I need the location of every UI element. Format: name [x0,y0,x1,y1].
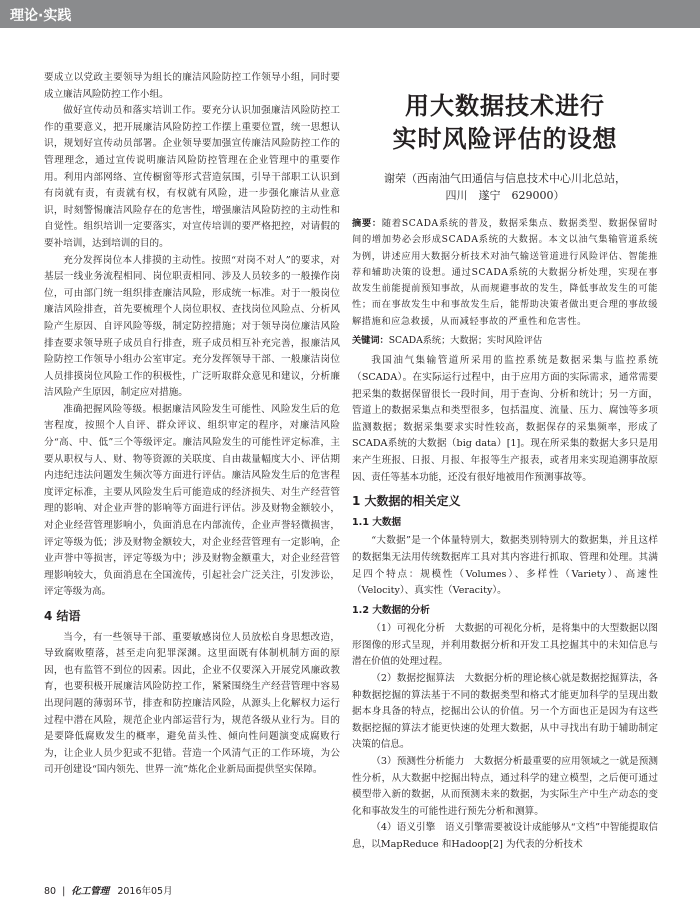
keywords [352,333,658,349]
subsection-heading: 1.1 大数据 [352,516,402,528]
author-affiliation [352,170,658,204]
abstract-text: 随着SCADA系统的普及，数据采集点、数据类型、数据保留时间的增加势必会形成SCADA系统的大数据。本文以油气集输管道系统为例，讲述应用大数据分析技术对油气输送管道进行风险评估、智能推荐和辅助决策的设想。通过SCADA系统的大数据分析处理，实现在事故发生前能提前预知事故，从而规避事故的发生，降低事故发生的可能性；而在事故发生中和事故发生后，能帮助决策者做出更合理的事故缓解措施和应急救援，从而减轻事故的严重性和危害性。 [352,218,658,327]
abstract [352,216,658,330]
paragraph: 充分发挥岗位本人排摸的主动性。按照“对岗不对人”的要求，对基层一线业务流程相同、岗位职责相同、涉及人员较多的一般操作岗位，可由部门统一组织排查廉洁风险，形成统一标准。对于一般岗位廉洁风险排查，首先要梳理个人岗位职权、查找岗位风险点、分析风险产生原因、自评风险等级，制定防控措施；对于领导岗位廉洁风险排查要求领导班子成员自行排查，班子成员相互补充完善，报廉洁风险防控工作领导小组办公室审定。充分发挥领导干部、一般廉洁岗位人员排摸岗位风险工作的积极性，广泛听取群众意见和建议，分析廉洁风险产生原因，制定应对措施。 [44,254,340,399]
paragraph: 准确把握风险等级。根据廉洁风险发生可能性、风险发生后的危害程度，按照个人自评、群众评议、组织审定的程序，对廉洁风险分“高、中、低”三个等级评定。廉洁风险发生的可能性评定标准，主要从职权与人、财、物等资源的关联度、自由裁量幅度大小、评估期内违纪违法问题发生频次等方面进行评估。廉洁风险发生后的危害程度评定标准，主要从风险发生后可能造成的经济损失、对生产经营管理的影响、对企业声誉的影响等方面进行评估。涉及财物金额较小，对企业经营管理影响小，负面消息在内部流传，企业声誉轻微损害，评定等级为低；涉及财物金额较大，对企业经营管理有一定影响，企业声誉中等损害，评定等级为中；涉及财物金额重大，对企业经营管理影响较大，负面消息在全国流传，引起社会广泛关注，引发涉讼，评定等级为高。 [44,403,340,598]
paragraph: （2）数据挖掘算法 大数据分析的理论核心就是数据挖掘算法，各种数据挖掘的算法基于不同的数据类型和格式才能更加科学的呈现出数据本身具备的特点，挖掘出公认的价值。另一个方面也正是因为有这些数据挖掘的算法才能更快速的处理大数据，从中寻找出有助于辅助制定决策的信息。 [352,673,658,751]
paragraph: “大数据”是一个体量特别大，数据类别特别大的数据集，并且这样的数据集无法用传统数据库工具对其内容进行抓取、管理和处理。其满足四个特点：规模性（Volumes）、多样性（Variety）、高速性（Velocity）、真实性（Veracity）。 [352,535,658,597]
keywords-text: SCADA系统；大数据；实时风险评估 [388,335,543,347]
right-column [352,70,658,870]
page-number: 80 [44,886,57,897]
issue-date: 2016年05月 [117,886,173,897]
paragraph: （3）预测性分析能力 大数据分析最重要的应用领域之一就是预测性分析，从大数据中挖掘出特点，通过科学的建立模型，之后便可通过模型带入新的数据，从而预测未来的数据，为实际生产中生产动态的变化和事故发生的可能性进行预先分析和测算。 [352,756,658,817]
paragraph: 做好宣传动员和落实培训工作。要充分认识加强廉洁风险防控工作的重要意义，把开展廉洁风险防控工作摆上重要位置，统一思想认识，规划好宣传动员部署。企业领导要加强宣传廉洁风险防控工作的管理理念，通过宣传说明廉洁风险防控管理在企业管理中的重要作用。利用内部网络、宣传橱窗等形式营造氛围，引导干部职工认识到有岗就有责，有责就有权，有权就有风险，进一步强化廉洁从业意识，时刻警惕廉洁风险存在的危害性，增强廉洁风险防控的主动性和自觉性。组织培训一定要落实，对宣传培训的要严格把控，对请假的要补培训，达到培训的目的。 [44,105,340,249]
author-line: 谢荣（西南油气田通信与信息技术中心川北总站， [384,172,626,185]
paragraph: 我国油气集输管道所采用的监控系统是数据采集与监控系统（SCADA）。在实际运行过程中，由于应用方面的实际需求，通常需要把采集的数据保留很长一段时间，用于查询、分析和统计；另一方面，管道上的数据采集点和类型很多，包括温度、流量、压力、腐蚀等多项监测数据；数据采集要求实时性较高，数据保存的采集频率，形成了SCADA系统的大数据（big data）[1]。现在所采集的数据大多只是用来产生班报、日报、月报、年报等生产报表，或者用来实现追溯事故原因、责任等基本功能，还没有很好地被用作预测事故等。 [352,355,658,483]
paragraph: 要成立以党政主要领导为组长的廉洁风险防控工作领导小组，同时要成立廉洁风险防控工作小组。 [44,72,340,100]
subsection-heading: 1.2 大数据的分析 [352,604,430,616]
section-label: 理论·实践 [10,8,72,24]
abstract-label: 摘要： [352,218,382,229]
page-footer [44,883,173,897]
paragraph: 当今，有一些领导干部、重要敏感岗位人员放松自身思想改造，导致腐败堕落，甚至走向犯罪深渊。这里面既有体制机制方面的原因，也有监管不到位的因素。因此，企业不仅要深入开展党风廉政教育，也要积极开展廉洁风险防控工作，紧紧围绕生产经营管理中容易出现问题的薄弱环节，排查和防控廉洁风险，从源头上化解权力运行过程中潜在风险，规范企业内部运营行为，规范各级从业行为。目的是要降低腐败发生的概率，避免苗头性、倾向性问题演变成腐败行为，让企业人员少犯或不犯错。营造一个风清气正的工作环境，为公司开创建设“国内领先、世界一流”炼化企业新局面提供坚实保障。 [44,631,340,776]
paragraph: （4）语义引擎 语义引擎需要被设计成能够从“文档”中智能提取信息，以MapReduce 和Hadoop[2] 为代表的分析技术 [352,822,658,850]
article-title [352,90,658,156]
title-line: 用大数据技术进行 [405,92,605,120]
paragraph: （1）可视化分析 大数据的可视化分析，是将集中的大型数据以图形图像的形式呈现，并利用数据分析和开发工具挖掘其中的未知信息与潜在价值的处理过程。 [352,623,658,668]
footer-separator: | [62,886,66,897]
title-line: 实时风险评估的设想 [392,125,618,153]
section-heading: 1 大数据的相关定义 [352,494,461,509]
keywords-label: 关键词： [352,335,389,347]
author-line: 四川 遂宁 629000） [445,189,565,202]
journal-name: 化工管理 [71,886,110,897]
left-column [44,70,340,870]
section-header-bar [0,0,700,28]
section-heading-conclusion: 4 结语 [44,609,81,623]
